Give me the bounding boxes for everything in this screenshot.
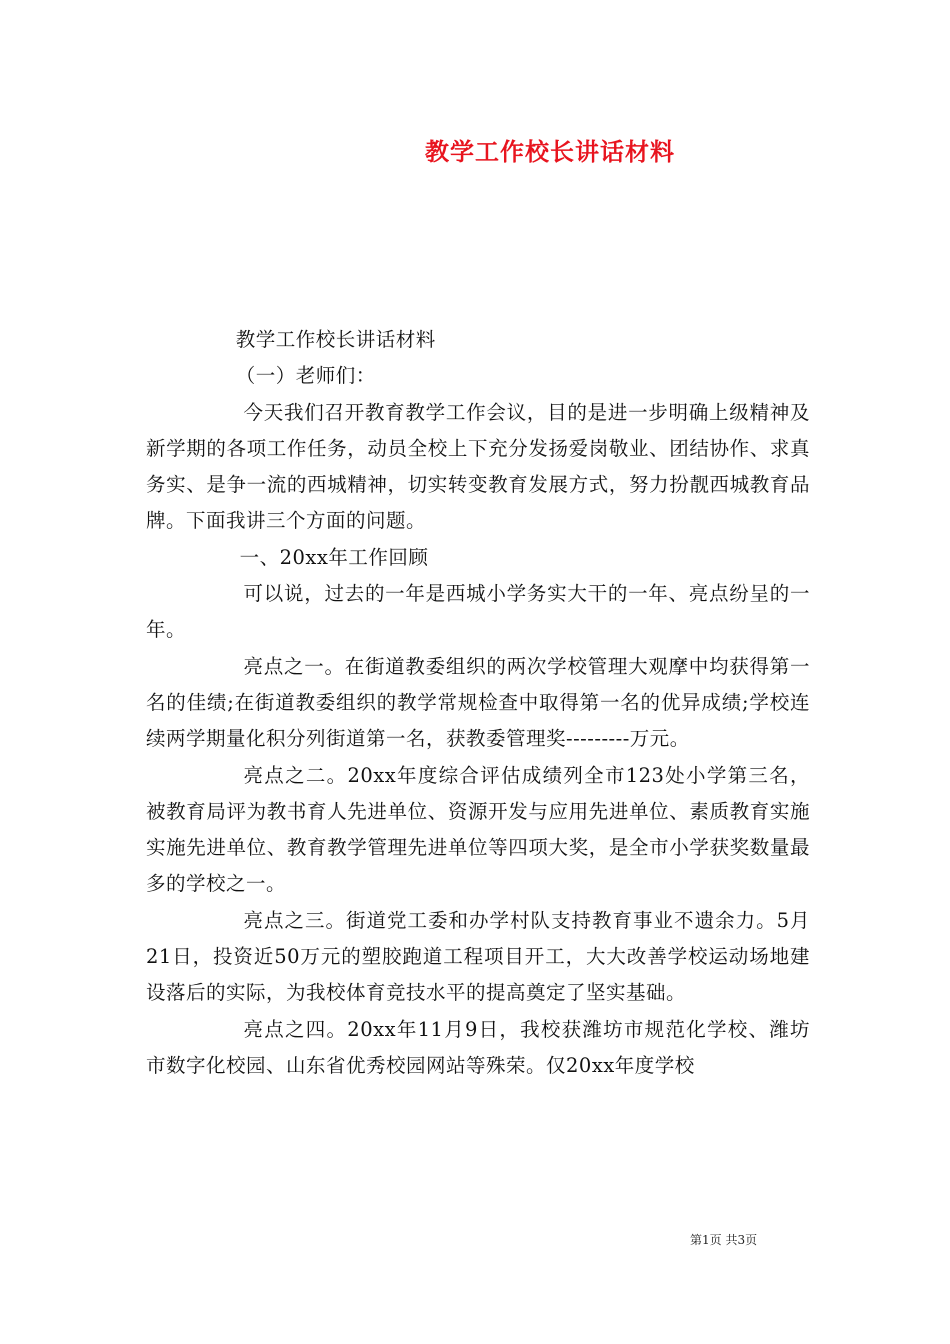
paragraph-highlight-2: 亮点之二。20xx年度综合评估成绩列全市123处小学第三名，被教育局评为教书育人先进单位、资源开发与应用先进单位、素质教育实施实施先进单位、教育教学管理先进单位等四项大奖，是全市小学获奖数量最多的学校之一。 bbox=[146, 763, 810, 896]
section-heading-review: 一、20xx年工作回顾 bbox=[239, 545, 429, 569]
page-footer: 第1页 共3页 bbox=[690, 1233, 758, 1247]
paragraph-intro: 今天我们召开教育教学工作会议，目的是进一步明确上级精神及新学期的各项工作任务，动员全校上下充分发扬爱岗敬业、团结协作、求真务实、是争一流的西城精神，切实转变教育发展方式，努力扮靓西城教育品牌。下面我讲三个方面的问题。 bbox=[146, 400, 810, 533]
paragraph-highlight-3: 亮点之三。街道党工委和办学村队支持教育事业不遗余力。5月21日，投资近50万元的塑胶跑道工程项目开工，大大改善学校运动场地建设落后的实际，为我校体育竞技水平的提高奠定了坚实基础。 bbox=[146, 908, 810, 1005]
document-body bbox=[146, 322, 810, 1084]
paragraph-summary: 可以说，过去的一年是西城小学务实大干的一年、亮点纷呈的一年。 bbox=[146, 582, 810, 642]
page-title: 教学工作校长讲话材料 bbox=[425, 137, 675, 166]
paragraph-highlight-1: 亮点之一。在街道教委组织的两次学校管理大观摩中均获得第一名的佳绩;在街道教委组织的教学常规检查中取得第一名的优异成绩;学校连续两学期量化积分列街道第一名，获教委管理奖---------万元。 bbox=[146, 654, 810, 751]
salutation: （一）老师们： bbox=[235, 364, 376, 388]
paragraph-highlight-4: 亮点之四。20xx年11月9日，我校获潍坊市规范化学校、潍坊市数字化校园、山东省优秀校园网站等殊荣。仅20xx年度学校 bbox=[146, 1017, 810, 1077]
document-heading: 教学工作校长讲话材料 bbox=[235, 328, 436, 351]
